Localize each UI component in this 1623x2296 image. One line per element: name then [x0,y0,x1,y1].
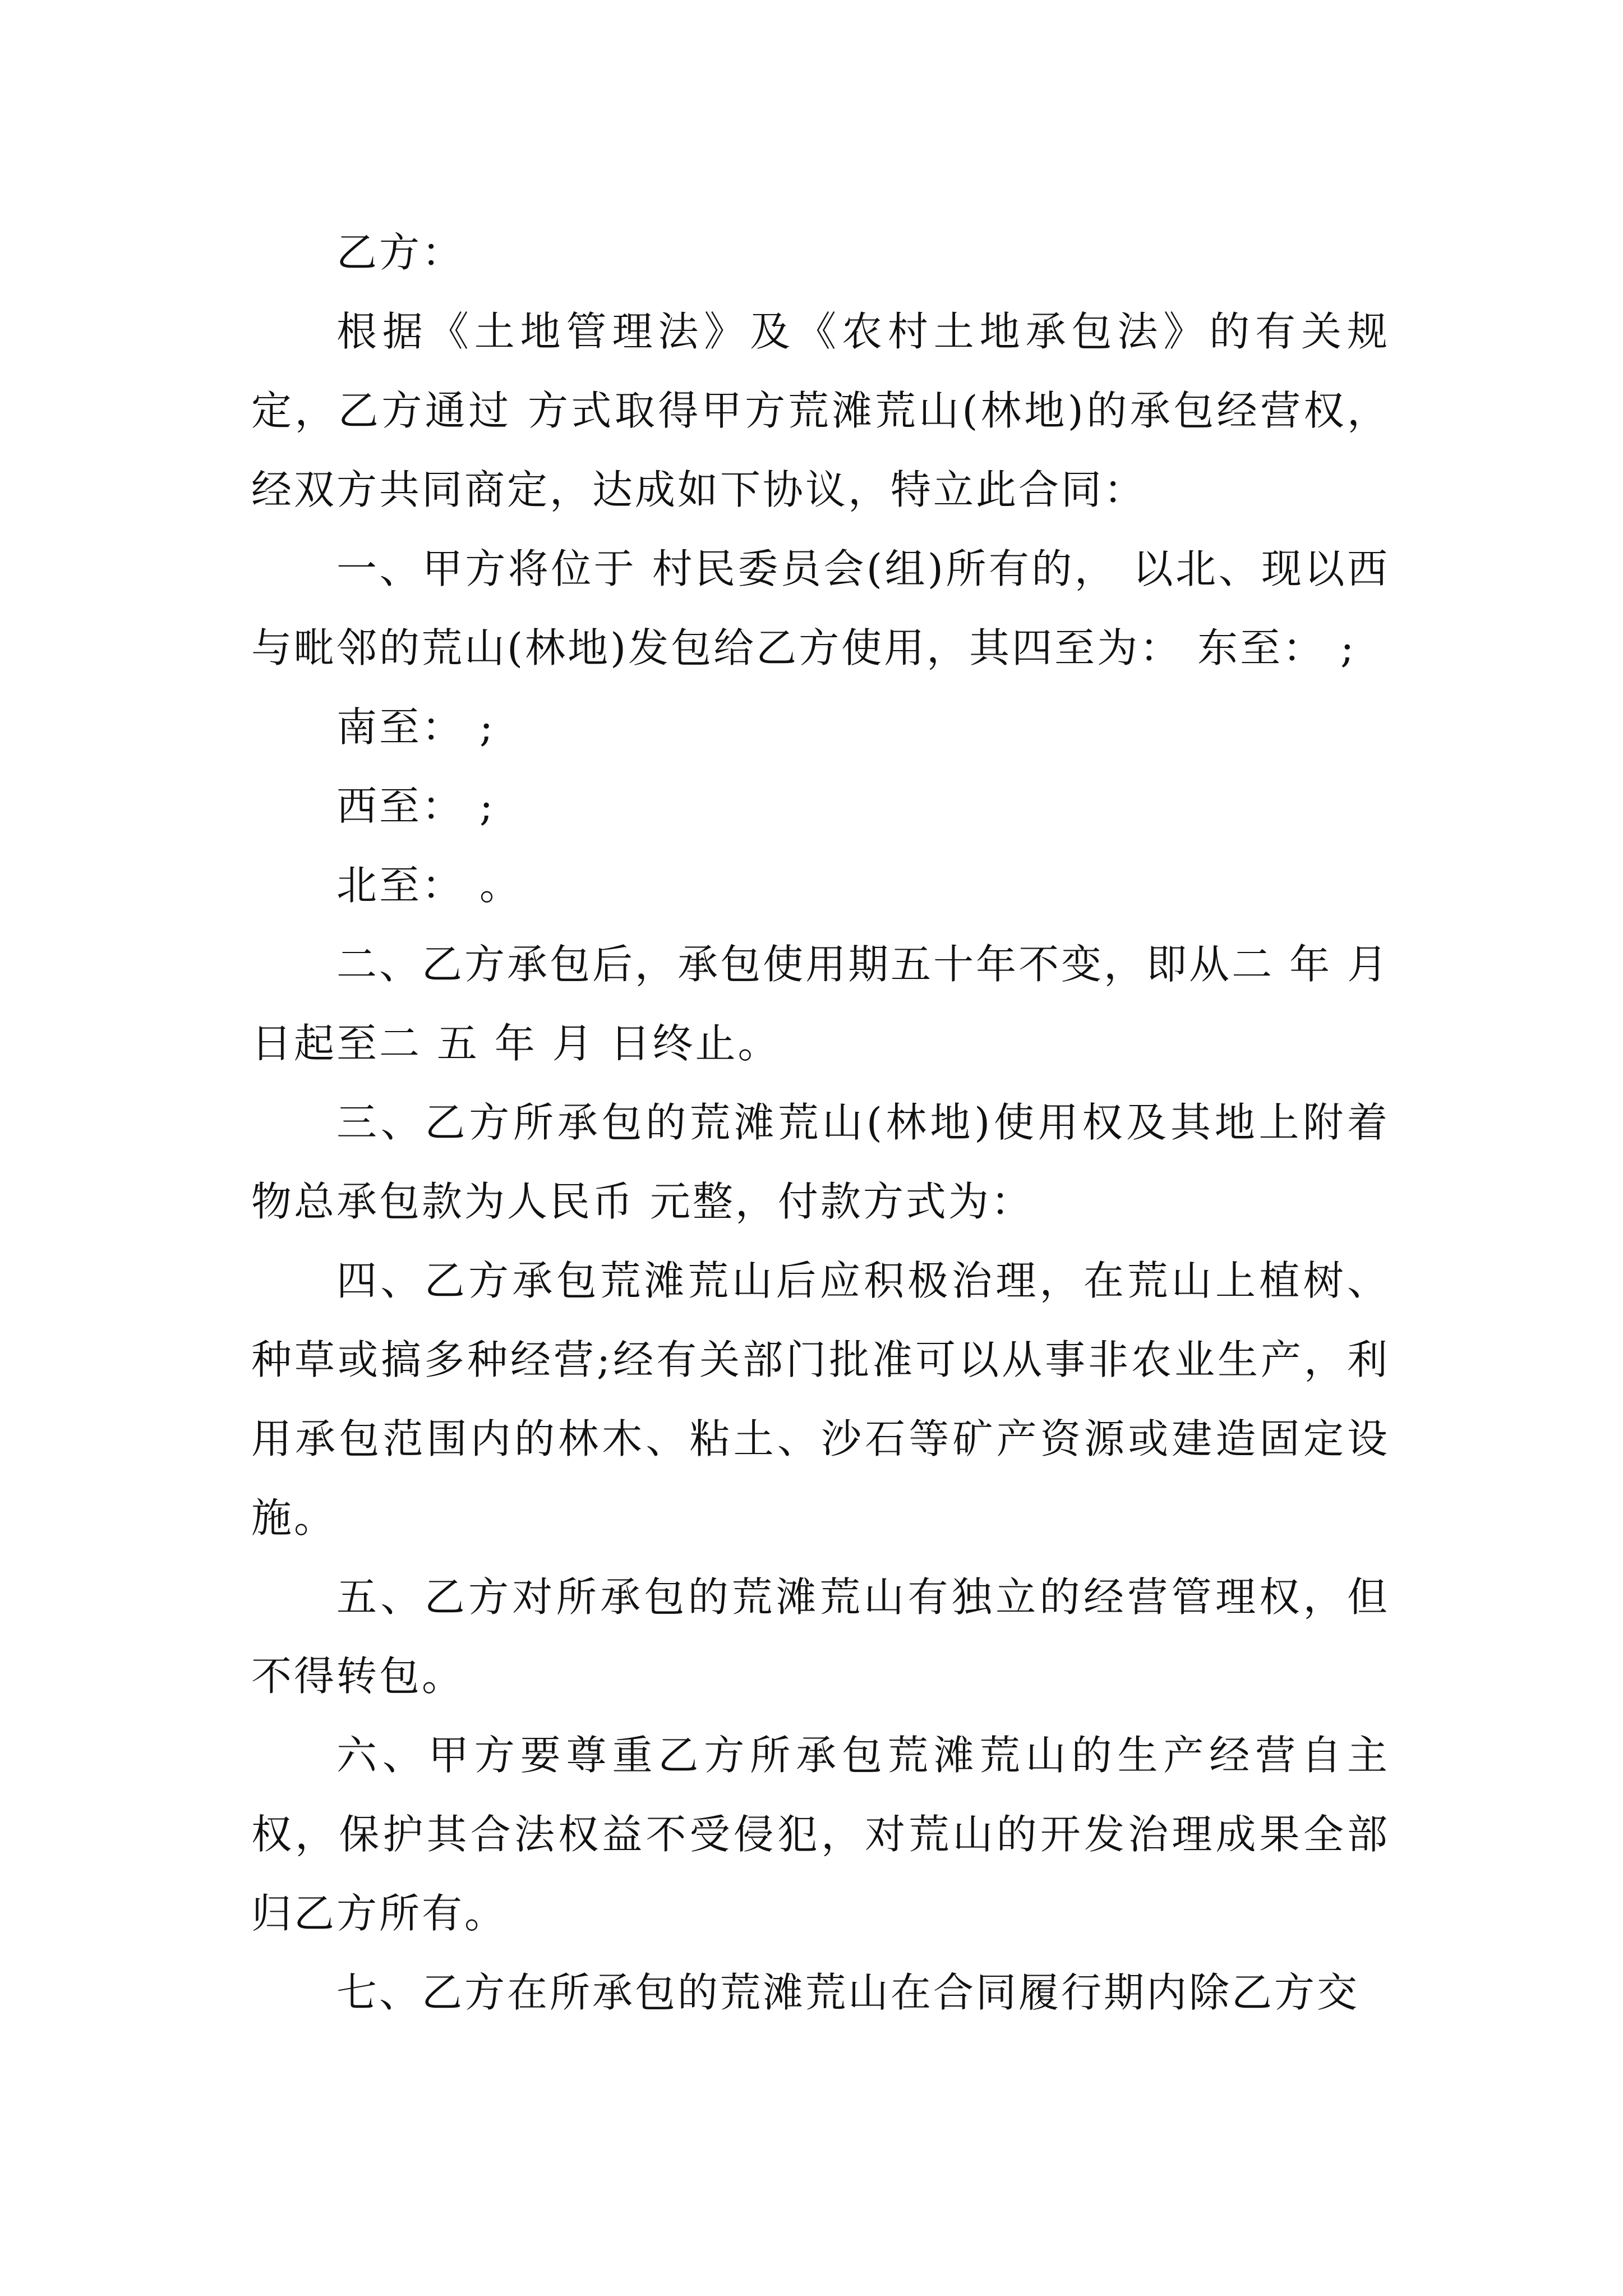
paragraph-clause-7: 七、乙方在所承包的荒滩荒山在合同履行期内除乙方交 [336,1969,1360,2016]
paragraph-clause-5: 五、乙方对所承包的荒滩荒山有独立的经营管理权，但不得转包。 [251,1573,1390,1700]
paragraph-clause-3: 三、乙方所承包的荒滩荒山(林地)使用权及其地上附着物总承包款为人民币 元整，付款方式为： [251,1099,1390,1225]
paragraph-preamble: 根据《土地管理法》及《农村土地承包法》的有关规定，乙方通过 方式取得甲方荒滩荒山(林地)的承包经营权，经双方共同商定，达成如下协议，特立此合同： [251,308,1390,513]
paragraph-party-b: 乙方： [336,229,465,276]
paragraph-clause-2: 二、乙方承包后，承包使用期五十年不变，即从二 年 月 日起至二 五 年 月 日终止。 [251,941,1405,1067]
paragraph-boundary-west: 西至： ; [336,783,496,830]
document-body [251,213,1405,2032]
paragraph-clause-4: 四、乙方承包荒滩荒山后应积极治理，在荒山上植树、种草或搞多种经营;经有关部门批准可以从事非农业生产，利用承包范围内的林木、粘土、沙石等矿产资源或建造固定设施。 [251,1257,1390,1542]
paragraph-boundary-north: 北至： 。 [336,862,522,909]
paragraph-clause-1: 一、甲方将位于 村民委员会(组)所有的， 以北、现以西与毗邻的荒山(林地)发包给乙方使用，其四至为： 东至： ; [251,545,1390,671]
paragraph-boundary-south: 南至： ; [336,703,496,751]
paragraph-clause-6: 六、甲方要尊重乙方所承包荒滩荒山的生产经营自主权，保护其合法权益不受侵犯，对荒山的开发治理成果全部归乙方所有。 [251,1732,1390,1937]
